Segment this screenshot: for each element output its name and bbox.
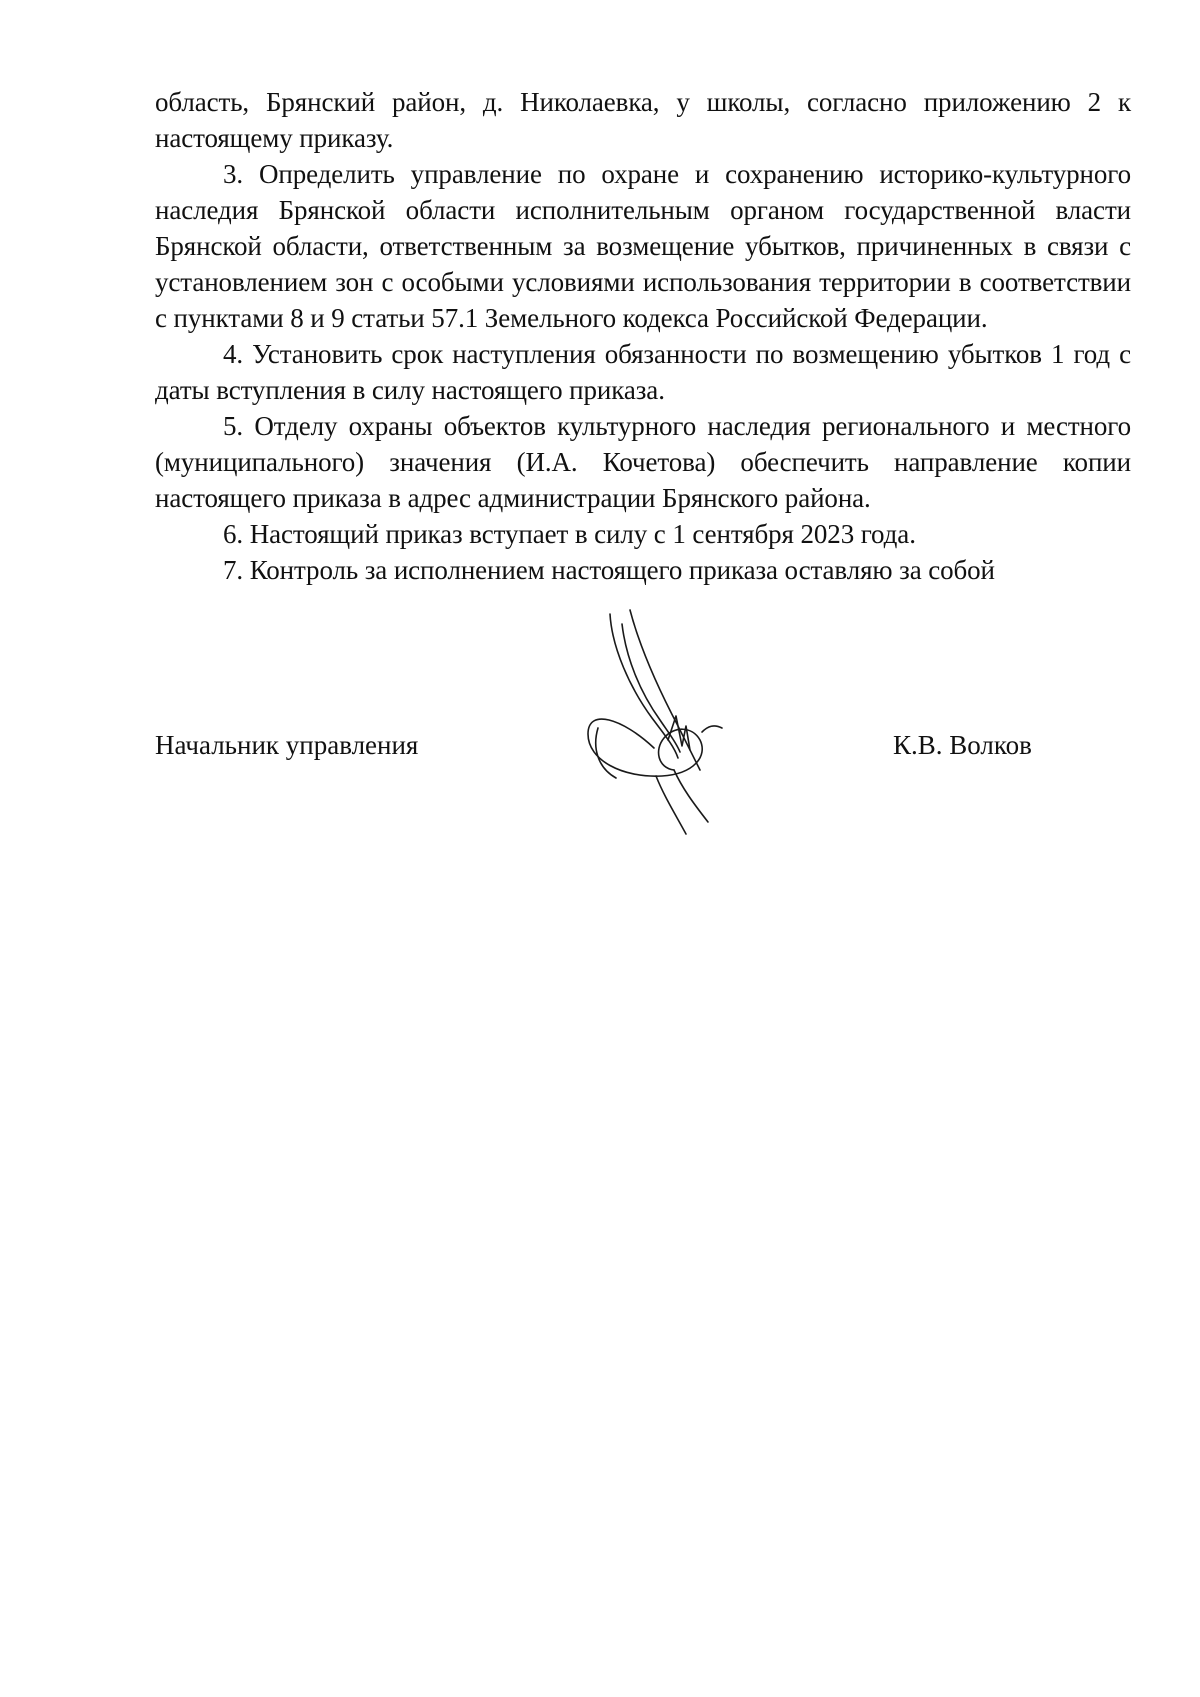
position-title: Начальник управления — [155, 730, 419, 760]
handwritten-signature — [582, 608, 752, 838]
signer-name: К.В. Волков — [893, 730, 1032, 760]
document-body — [155, 84, 1131, 588]
paragraph-item-5: 5. Отделу охраны объектов культурного наследия регионального и местного (муниципального) значения (И.А. Кочетова) обеспечить направление копии настоящего приказа в адрес администрации Брянского района. — [155, 411, 1131, 513]
paragraph-item-7: 7. Контроль за исполнением настоящего приказа оставляю за собой — [223, 555, 995, 585]
paragraph-item-4: 4. Установить срок наступления обязанности по возмещению убытков 1 год с даты вступления в силу настоящего приказа. — [155, 339, 1131, 405]
paragraph-item-3: 3. Определить управление по охране и сохранению историко-культурного наследия Брянской области исполнительным органом государственной власти Брянской области, ответственным за возмещение убытков, причиненных в связи с установлением зон с особыми условиями использования территории в соответствии с пунктами 8 и 9 статьи 57.1 Земельного кодекса Российской Федерации. — [155, 159, 1131, 333]
paragraph-item-6: 6. Настоящий приказ вступает в силу с 1 сентября 2023 года. — [223, 519, 916, 549]
paragraph-continuation: область, Брянский район, д. Николаевка, у школы, согласно приложению 2 к настоящему приказу. — [155, 87, 1131, 153]
